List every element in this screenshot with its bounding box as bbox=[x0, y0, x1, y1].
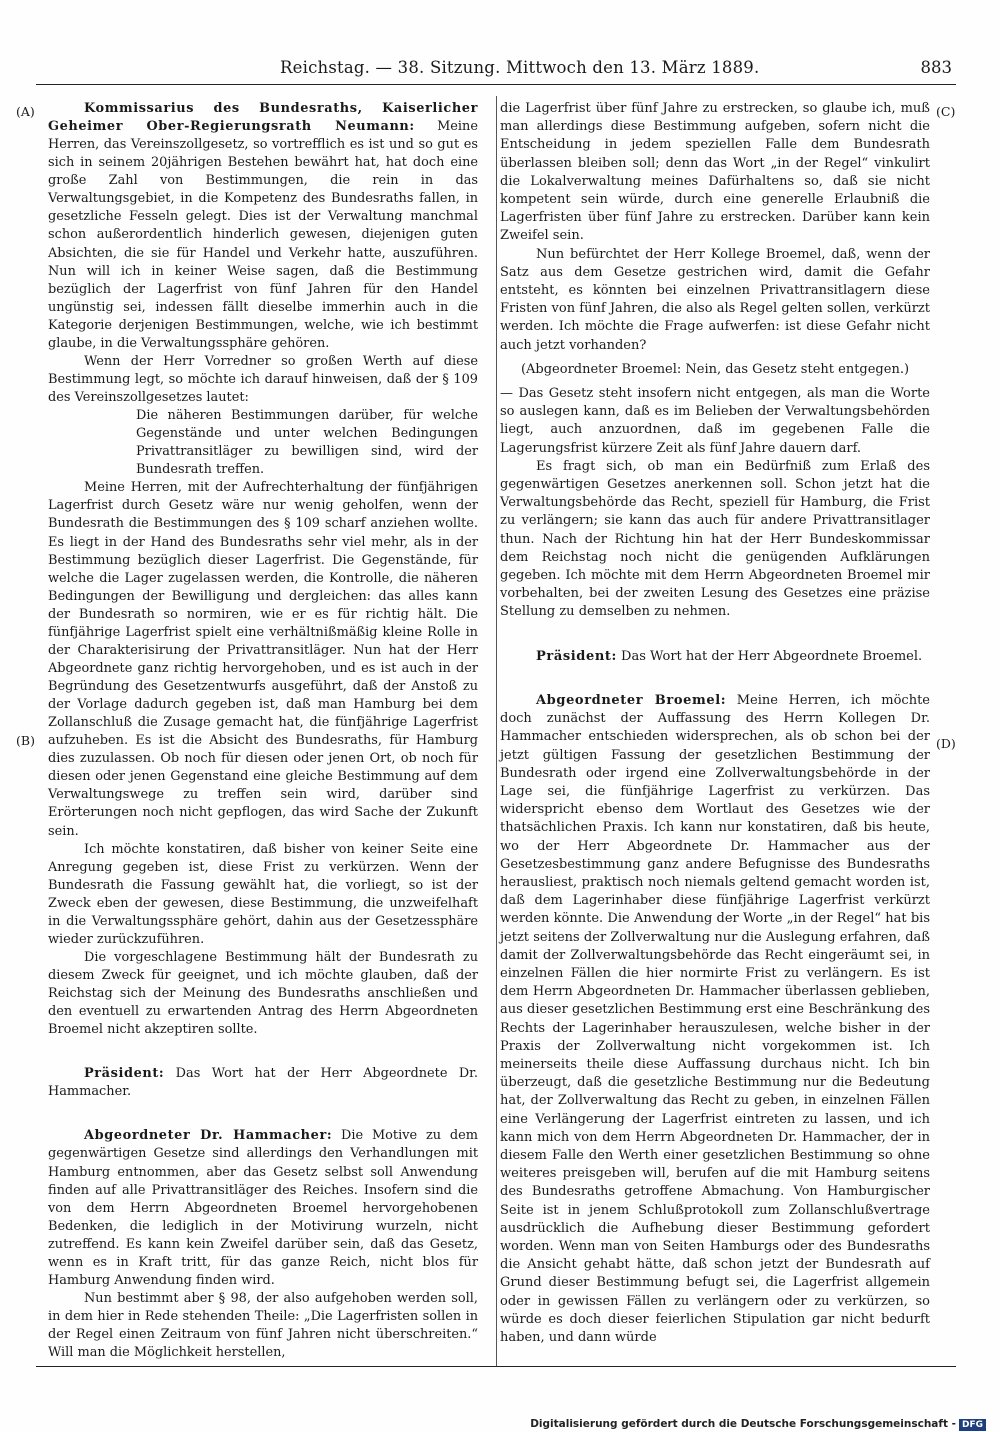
speaker-name: Präsident: bbox=[84, 1066, 165, 1082]
paragraph: Wenn der Herr Vorredner so großen Werth auf diese Bestimmung legt, so möchte ich darauf hinweisen, daß der § 109 des Vereinszollgesetzes lautet: bbox=[48, 353, 478, 405]
speaker-announcement: Präsident: Das Wort hat der Herr Abgeordnete Broemel. bbox=[536, 648, 923, 664]
paragraph: — Das Gesetz steht insofern nicht entgegen, als man die Worte so auslegen kann, daß es im Belieben der Verwaltungsbehörden liegt, auch anzuordnen, daß im gegebenen Falle die Lagerungsfrist kürzere Zeit als fünf Jahre dauern darf. bbox=[500, 386, 930, 456]
right-column bbox=[500, 100, 930, 1347]
running-title: Reichstag. — 38. Sitzung. Mittwoch den 13. März 1889. bbox=[280, 58, 760, 77]
paragraph: Nun bestimmt aber § 98, der also aufgehoben werden soll, in dem hier in Rede stehenden Theile: „Die Lagerfristen sollen in der Regel einen Zeitraum von fünf Jahren nicht überschreiten.“ Will man die Möglichkeit herstellen, bbox=[48, 1290, 478, 1361]
margin-marker-a: (A) bbox=[16, 104, 35, 119]
page-header bbox=[0, 58, 1000, 82]
speaker-announcement: Präsident: Das Wort hat der Herr Abgeordnete Dr. Hammacher. bbox=[48, 1066, 478, 1100]
speaker-name: Abgeordneter Broemel: bbox=[536, 692, 727, 708]
paragraph: Kommissarius des Bundesraths, Kaiserlicher Geheimer Ober-Regierungsrath Neumann: Meine Herren, das Vereinszollgesetz, so vortrefflich es ist und so gut es sich in seinem 20jährigen Bestehen bewährt hat, hat doch eine große Zahl von Bestimmungen, die rein in das Verwaltungsgebiet, in die Kompetenz des Bundesraths fallen, in gesetzliche Fesseln gelegt. Dies ist der Verwaltung manchmal schon außerordentlich hinderlich gewesen, diejenigen guten Absichten, die sie für Handel und Verkehr hatte, auszuführen. Nun will ich in keiner Weise sagen, daß die Bestimmung bezüglich der Lagerfrist von fünf Jahren für den Handel ungünstig sei, indessen fällt dieselbe immerhin auch in die Kategorie derjenigen Bestimmungen, welche, wie ich bestimmt glaube, in die Verwaltungssphäre gehören. bbox=[48, 101, 478, 351]
block-quote: Die näheren Bestimmungen darüber, für welche Gegenstände und unter welchen Bedingungen Privattransitläger zu bewilligen sind, wird der Bundesrath treffen. bbox=[136, 408, 478, 478]
digitization-credit bbox=[530, 1418, 986, 1431]
speaker-name: Kommissarius des Bundesraths, Kaiserlicher Geheimer Ober-Regierungsrath Neumann: bbox=[48, 101, 478, 135]
margin-marker-d: (D) bbox=[936, 736, 956, 751]
paragraph: Abgeordneter Broemel: Meine Herren, ich möchte doch zunächst der Auffassung des Herrn Kollegen Dr. Hammacher entschieden widersprechen, als ob schon bei der jetzt gültigen Fassung der gesetzlichen Bestimmung der Bundesrath oder irgend eine Zollverwaltungsbehörde in der Lage sei, die fünfjährige Lagerfrist zu verkürzen. Das widerspricht ebenso dem Wortlaut des Gesetzes wie der thatsächlichen Praxis. Ich kann nur konstatiren, daß bis heute, wo der Herr Abgeordnete Dr. Hammacher aus der Gesetzesbestimmung ganz andere Befugnisse des Bundesraths herausliest, praktisch noch niemals geltend gemacht worden ist, daß dem Lagerinhaber diese fünfjährige Lagerfrist verkürzt werden könnte. Die Anwendung der Worte „in der Regel“ hat bis jetzt seitens der Zollverwaltung nur die Auslegung erfahren, daß damit der Zollverwaltungsbehörde das Recht eingeräumt sei, in einzelnen Fällen die hier normirte Frist zu verlängern. Es ist dem Herrn Abgeordneten Dr. Hammacher überlassen geblieben, aus dieser gesetzlichen Bestimmung erst eine Beschränkung des Rechts der Lagerinhaber herauszulesen, welche bisher in der Praxis der Zollverwaltung nicht vorgekommen ist. Ich meinerseits theile diese Auffassung durchaus nicht. Ich bin überzeugt, daß die gesetzliche Bestimmung nur die Bedeutung hat, der Zollverwaltung das Recht zu geben, in einzelnen Fällen eine Verlängerung der Lagerfrist eintreten zu lassen, und ich kann mich von dem Herrn Abgeordneten Dr. Hammacher, der in diesem Falle den Werth einer gesetzlichen Bestimmung so ohne weiteres preisgeben will, berufen auf die mit Hamburg seitens des Bundesraths getroffene Abmachung. Von Hamburgischer Seite ist in jenem Schlußprotokoll zum Zollanschlußvertrage ausdrücklich die Aufhebung dieser Bestimmung gefordert worden. Wenn man von Seiten Hamburgs oder des Bundesraths die Ansicht gehabt hätte, daß schon jetzt der Bundesrath auf Grund dieser Bestimmung befugt sei, die Lagerfrist allgemein oder in gewissen Fällen zu verlängern oder zu verkürzen, so würde es doch dieser feierlichen Stipulation gar nicht bedurft haben, und dann würde bbox=[500, 692, 930, 1345]
page-number: 883 bbox=[920, 58, 952, 77]
paragraph: die Lagerfrist über fünf Jahre zu erstrecken, so glaube ich, muß man allerdings diese Bestimmung aufgeben, sofern nicht die Entscheidung in jedem speziellen Falle dem Bundesrath überlassen bleiben soll; denn das Wort „in der Regel“ vinkulirt die Lokalverwaltung meines Dafürhaltens so, daß sie nicht kompetent sein würde, durch eine generelle Erlaubniß die Lagerfristen über fünf Jahre zu erstrecken. Darüber kann kein Zweifel sein. bbox=[500, 101, 930, 244]
header-rule bbox=[36, 84, 956, 85]
speaker-name: Abgeordneter Dr. Hammacher: bbox=[84, 1128, 333, 1144]
left-column bbox=[48, 100, 478, 1362]
paragraph: Es fragt sich, ob man ein Bedürfniß zum Erlaß des gegenwärtigen Gesetzes anerkennen soll. Schon jetzt hat die Verwaltungsbehörde das Recht, speziell für Hamburg, die Frist zu verlängern; sie kann das auch für andere Privattransitlager thun. Nach der Richtung hin hat der Herr Bundeskommissar dem Reichstag noch nicht die genügenden Aufklärungen gegeben. Ich möchte mit dem Herrn Abgeordneten Broemel mir vorbehalten, bei der zweiten Lesung des Gesetzes eine präzise Stellung zu demselben zu nehmen. bbox=[500, 458, 930, 620]
credit-text: Digitalisierung gefördert durch die Deutsche Forschungsgemeinschaft - bbox=[530, 1418, 956, 1430]
paragraph: Meine Herren, mit der Aufrechterhaltung der fünfjährigen Lagerfrist durch Gesetz wäre nur wenig geholfen, wenn der Bundesrath die Bestimmungen des § 109 scharf anziehen wollte. Es liegt in der Hand des Bundesraths sehr viel mehr, als in der Bestimmung bezüglich dieser Lagerfrist. Die Gegenstände, für welche die Lager zugelassen werden, die Kontrolle, die näheren Bedingungen der Bewilligung und dergleichen: das alles kann der Bundesrath so normiren, wie er es für richtig hält. Die fünfjährige Lagerfrist spielt eine verhältnißmäßig kleine Rolle in der Charakterisirung der Privattransitläger. Nun hat der Herr Abgeordnete ganz richtig hervorgehoben, und es ist auch in der Begründung des Gesetzentwurfs ausgeführt, daß der Anstoß zu der Vorlage dadurch gegeben ist, daß man Hamburg bei dem Zollanschluß die Zusage gemacht hat, die fünfjährige Lagerfrist aufzuheben. Es ist die Absicht des Bundesraths, für Hamburg dies zuzulassen. Ob noch für diesen oder jenen Ort, ob noch für diesen oder jenen Gegenstand eine gleiche Bestimmung auf dem Verwaltungswege zu treffen sein wird, darüber sind Erörterungen noch nicht gepflogen, das wird Sache der Zukunft sein. bbox=[48, 480, 478, 839]
interjection: (Abgeordneter Broemel: Nein, das Gesetz steht entgegen.) bbox=[520, 361, 910, 377]
margin-marker-b: (B) bbox=[16, 733, 35, 748]
column-divider bbox=[496, 96, 497, 1366]
paragraph: Ich möchte konstatiren, daß bisher von keiner Seite eine Anregung gegeben ist, diese Frist zu verkürzen. Wenn der Bundesrath die Fassung gewählt hat, die vorliegt, so ist der Zweck eben der gewesen, diese Bestimmung, die unzweifelhaft in die Verwaltungssphäre gehört, dahin aus der Gesetzessphäre wieder zurückzuführen. bbox=[48, 841, 478, 947]
speaker-name: Präsident: bbox=[536, 648, 617, 664]
paragraph: Die vorgeschlagene Bestimmung hält der Bundesrath zu diesem Zweck für geeignet, und ich möchte glauben, daß der Reichstag sich der Meinung des Bundesraths anschließen und den eventuell zu erwartenden Antrag des Herrn Abgeordneten Broemel nicht akzeptiren sollte. bbox=[48, 949, 478, 1038]
margin-marker-c: (C) bbox=[936, 104, 956, 119]
paragraph: Nun befürchtet der Herr Kollege Broemel, daß, wenn der Satz aus dem Gesetze gestrichen wird, damit die Gefahr entsteht, es könnten bei einzelnen Privattransitlagern diese Fristen von fünf Jahren, die also als Regel gelten sollen, verkürzt werden. Ich möchte die Frage aufwerfen: ist diese Gefahr nicht auch jetzt vorhanden? bbox=[500, 246, 930, 353]
paragraph: Abgeordneter Dr. Hammacher: Die Motive zu dem gegenwärtigen Gesetze sind allerdings den Verhandlungen mit Hamburg entnommen, aber das Gesetz selbst soll Anwendung finden auf alle Privattransitläger des Reiches. Insofern sind die von dem Herrn Abgeordneten Broemel hervorgehobenen Bedenken, die lediglich in der Motivirung wurzeln, nicht zutreffend. Es kann kein Zweifel darüber sein, daß das Gesetz, wenn es in Kraft tritt, für das ganze Reich, nicht blos für Hamburg Anwendung finden wird. bbox=[48, 1128, 478, 1288]
dfg-logo: DFG bbox=[959, 1419, 986, 1431]
bottom-rule bbox=[36, 1366, 956, 1367]
